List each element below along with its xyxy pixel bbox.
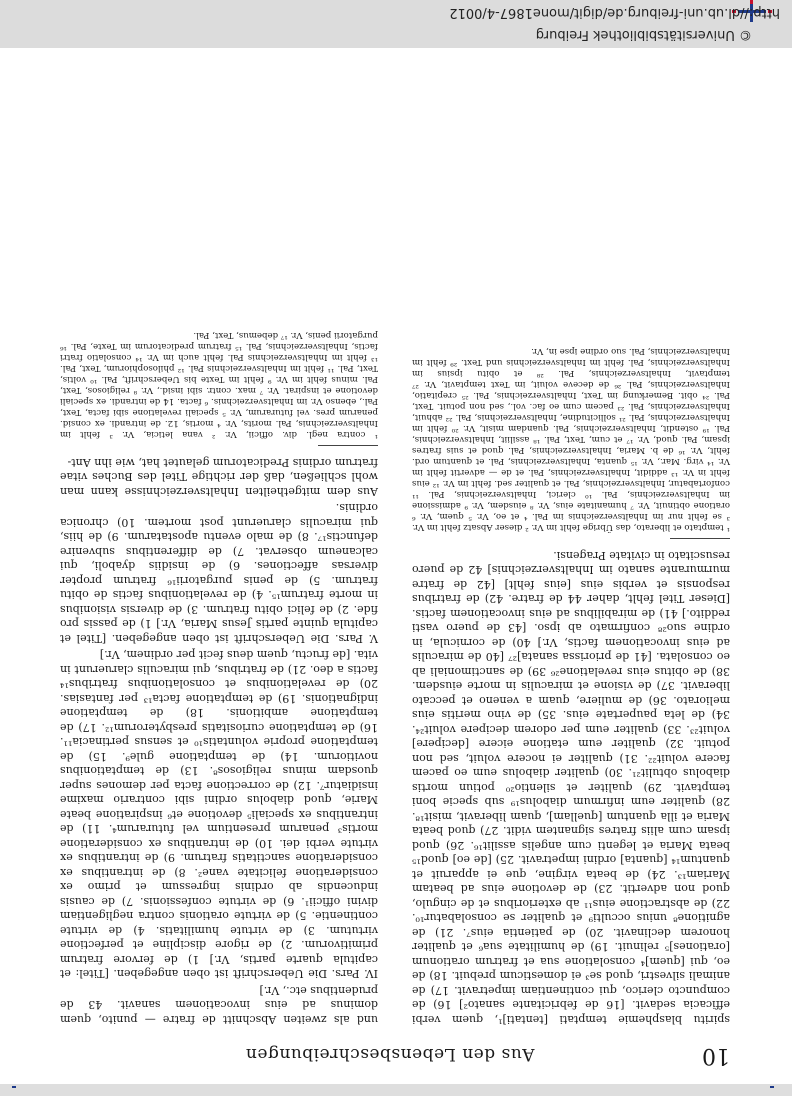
- right-column-intro: und als zweiten Abschnitt de fratre — punito, quem dominus ad eius invocationem sanavit. 43 de prudentibus etc., Vr.]: [60, 984, 378, 1026]
- running-head: [40, 1038, 740, 1070]
- running-title: Aus den Lebensbeschreibungen: [245, 1044, 535, 1064]
- concluding-paragraph: Aus dem mitgetheilten Inhaltsverzeichnisse kann man wohl schließen, daß der richtige Titel des Buches vitae fratrum ordinis Predicatorum gelautet hat, wie ihn Ant-: [60, 456, 378, 498]
- library-footer-text: [0, 0, 792, 48]
- part-four-contents: IV. Pars. Die Ueberschrift ist oben angegeben. [Titel: et capitula quarte partis, Vr.] 1) de fervore fratrum primitivorum. 2) de rigore discipline et perfectione virtutum. 3) de virtute humilitatis. 4) de virtute continentie. 5) de virtute orationis contra negligentiam divini officii¹. 6) de virtute confessionis. 7) de causis inducendis ab ordinis ingressum et primo ex consideratione felicitate vane². 8) de intrantibus ex consideratione sanctitatis fratrum. 9) de intrantibus ex virtute verbi dei. 10) de intrantibus ex consideratione mortis³ penarum presentium vel futurarum⁴. 11) de intrantibus ex speciali⁵ devotione et⁶ inspiratione beate Marie, quod diabolus ordini sibi contrario maxime insidiatur⁷. 12) de correctione facta per demones super quosdam minus religiosos⁸. 13) de temptationibus novitiorum. 14) de temptatione gule⁹. 15) de temptatione proprie voluntatis¹⁰ et sensus pertinacia¹¹. 16) de temptatione curiositatis presbyterorum¹². 17) de temptatione ambitionis. 18) de temptatione indignationis. 19) de temptatione facta¹³ per fantasias. 20) de revelationibus et consolationibus fratribus¹⁴ factis a deo. 21) de fratribus, qui miraculis claruerunt in vita. [de fructu, quem deus fecit per ordinem, Vr.]: [60, 648, 378, 981]
- scan-marker: [770, 1086, 774, 1088]
- right-footnotes: [60, 330, 378, 440]
- document-url[interactable]: http://dl.ub.uni-freiburg.de/digit/mone1867-4/0012: [449, 5, 780, 20]
- part-five-contents: V. Pars. Die Ueberschrift ist oben angegeben. [Titel et capitula quinte partis Jesus Maria, Vr.] 1) de passis pro fide. 2) de felici obitu fratrum. 3) de diversis visionibus in morte fratrum¹⁵. 4) de revelationibus factis de obitu fratrum. 5) de penis purgatorii¹⁶ fratrum propter diversas affectiones. 6) de insidiis dyaboli, qui calcaneum observat. 7) de differentibus subvenire defunctis¹⁷. 8) de malo eventu apostatarum. 9) de hiis, qui miraculis claruerunt post mortem. 10) chronica ordinis.: [60, 501, 378, 645]
- footnote-rule: [318, 446, 378, 447]
- book-page: [40, 70, 740, 1070]
- page-number: 10: [702, 1043, 730, 1068]
- scan-bottom-edge: [0, 1084, 792, 1096]
- copyright-notice: © Universitätsbibliothek Freiburg: [535, 27, 752, 42]
- right-column: [60, 330, 378, 1027]
- library-footer-bar: [0, 0, 792, 48]
- scan-marker: [12, 1086, 16, 1088]
- left-column: [412, 346, 730, 1027]
- footnote-rule: [670, 539, 730, 540]
- right-footnote-text: ¹ contra negl. div. officii, Vr. ² vana leticia, Vr. ³ fehlt im Inhaltsverzeichnis, Pal. morits, Vr. ⁴ mortis, 12. de intrandi. ex consid. penarum pres. vel futurarum, Vr. ⁵ speciali revelatione sibi facta, Text, Pal., ebenso Vr. im Inhaltsverzeichnis. ⁶ facta. 14 de intrandi. ex speciali devotione et inspirat. Vr. ⁷ max. contr. sibi insid., Vr. ⁸ religiosos, Text, Pal. minus fehlt im Vr. ⁹ fehlt im Texte bis Ueberschrift, Pal. ¹⁰ voltis, Text, Pal. ¹¹ fehlt im Inhaltsverzeichnis Pal. ¹² philosophiorum, Text, Pal. ¹³ fehlt im Inhaltsverzeichnis Pal. fehlt auch im Vr. ¹⁴ consolatio fratri factis, Inhaltsverzeichnis, Pal. ¹⁵ fratrum predicatorum im Texte, Pal. ¹⁶ purgatorii penis, Vr. ¹⁷ debemus, Text, Pal.: [60, 330, 378, 440]
- left-column-text: spiritu blasphemie temptati [tentati]¹, quem verbi efficacia sedavit. [16 de febricitante sanato²] 16) de compuncto clerico, qui continentiam impetravit. 17) de animali silvestri, quod se³ ei domesticum prebuit. 18) de eo, qui [quem]⁴ consolatione sua et fratrum orationum [orationes]⁵ relinuit. 19) de humilitate sua⁶ et qualiter honorem declinavit. 20) de patientia eius⁷. 21) de agnitione⁸ unius occulti⁹ et qualiter se consolabatur¹⁰. 22) de abstractione eius¹¹ ab exterioribus et de cingulo, quod non advertit. 23) de devotione eius ad beatam Mariam¹³. 24) de beata virgine, que ei apparuit et quantum¹⁴ [quanta] ordini impetravit. 25) [de eo] quod¹⁵ beata Maria et legenti cum angelis assilit¹⁶. 26) quod ipsam cum aliis fratres signantem vidit. 27) quod beata Maria et illa quantum [quellam], quam liberavit, misit¹⁸. 28) qualiter eum infirmum diabolus¹⁹ sub specie boni temptavit. 29) qualiter et silentio²⁰ potiun mortis diabolus obtulit²¹. 30) qualiter diabolus eum eo pacem facere voluit²². 31) qualiter ei nocere voluit, sed non potuit. 32) qualiter eum etatione eicere [decipere] voluit²³. 33) qualiter eum per odorem decipere voluit²⁴. 34) de leta paupertate eius. 35) de vino meritis eius meliorato. 36) de muliere, quam a veneno et peccato liberavit. 37) de visione et miraculis in morte eiusdem. 38) de obitus eius revelatione²⁶ 39) de sanctimoniali ab eo consolata. [41 de priorissa sanata]²⁷ [40 de miraculis ad eius invocationem factis, Vr.] 40) de cornicula, in ordine suo²⁸ confirmato ab ipso. [43 de puero vasti reddito.] 41) de mirabilibus ad eius invocationem factis. [Dieser Titel fehlt, daher 44 de fratre. 42) de fratribus responsis et verbis eius [eius fehlt] [42 de fratre murmurante sanato im Inhaltsverzeichnis] 42 de puero resuscitato in civitate Pragensi.: [412, 549, 730, 1026]
- left-footnotes: [412, 346, 730, 533]
- left-footnote-text: ¹ temptato et liberato, das Übrige fehlt im Vr. ² dieser Absatz fehlt im Vr. ³ se fehlt nur im Inhaltsverzeichnis im Pal. ⁴ et eo, Vr. ⁵ quem, Vr. ⁶ oratione obtinuit, Vr. ⁷ humanitate eius, Vr. ⁸ eiusdem, Vr. ⁹ admissione im Inhaltsverzeichnis, Pal. ¹⁰ clerici, Inhaltsverzeichnis, Pal. ¹¹ confortabatur, Inhaltsverzeichnis, Pal. et qualiter sed. fehlt im Vr. ¹² eius fehlt in Vr. ¹³ addidit, Inhaltsverzeichnis, Pal. et de — advertit fehlt im Vr. ¹⁴ virg. Mar., Vr. ¹⁵ quanta, Inhaltsverzeichnis, Pal. et quantum ord. fehlt, Vr. ¹⁶ de b. Maria, Inhaltsverzeichnis, Pal. quod et suis fratres ipsam, Pal. quod, Vr. ¹⁷ et cum, Text, Pal. ¹⁸ assiliit, Inhaltsverzeichnis, Pal. ¹⁹ ostendit, Inhaltsverzeichnis, Pal. quandam misit, Vr. ²⁰ fehlt im Inhaltsverzeichnis, Pal. ²¹ sollicitudine, Inhaltsverzeichnis, Pal. ²² abhuit, Inhaltsverzeichnis, Pal. ²³ pacem cum eo fac. vol., sed non potuit. Text, Pal. ²⁴ obit. Bemerkung im Text, Inhaltsverzeichnis, Pal. ²⁵ crepitatio, Inhaltsverzeichnis, Pal. ²⁶ de deceve voluit, im Text temptavit, Vr. ²⁷ temptavit, Inhaltsverzeichnis, Pal. ²⁸ et obitu ipsius im Inhaltsverzeichnis, Pal. fehlt im Inhaltsverzeichnis und Text. ²⁹ fehlt im Inhaltsverzeichnis, Pal. suo ordine ipse in, Vr.: [412, 346, 730, 533]
